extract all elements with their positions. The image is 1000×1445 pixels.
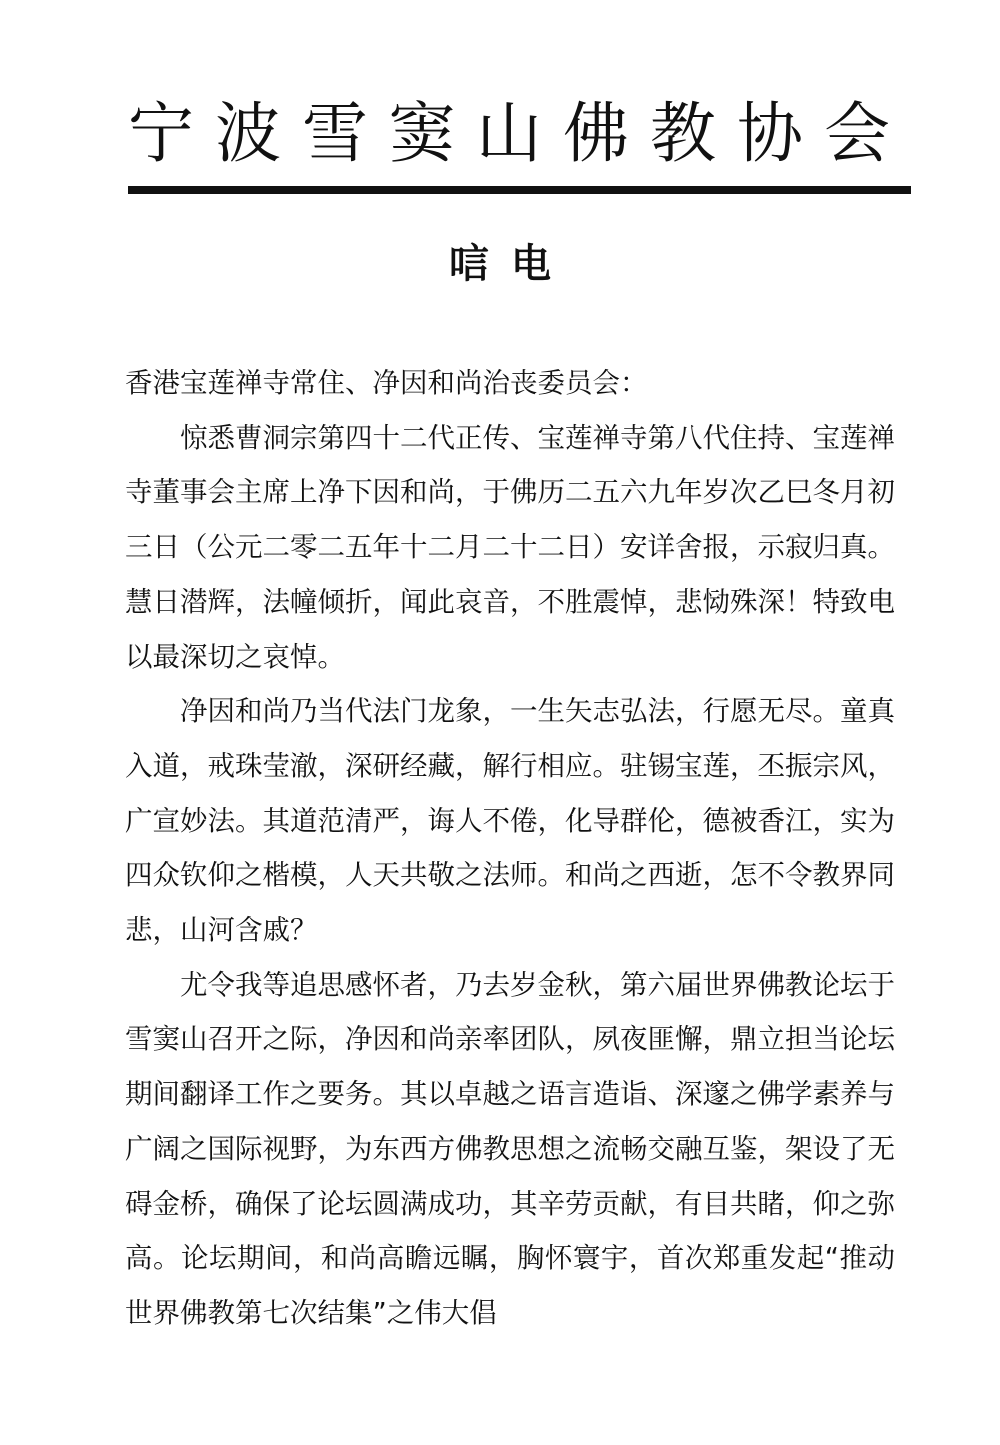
header-divider	[128, 186, 911, 194]
letter-body	[125, 356, 895, 1341]
salutation: 香港宝莲禅寺常住、净因和尚治丧委员会：	[125, 367, 648, 399]
paragraph: 尤令我等追思感怀者，乃去岁金秋，第六届世界佛教论坛于雪窦山召开之际，净因和尚亲率团队，夙夜匪懈，鼎立担当论坛期间翻译工作之要务。其以卓越之语言造诣、深邃之佛学素养与广阔之国际视野，为东西方佛教思想之流畅交融互鉴，架设了无碍金桥，确保了论坛圆满成功，其辛劳贡献，有目共睹，仰之弥高。论坛期间，和尚高瞻远瞩，胸怀寰宇，首次郑重发起“推动世界佛教第七次结集”之伟大倡	[125, 968, 895, 1329]
document-title: 唁电	[449, 241, 573, 287]
paragraph: 惊悉曹洞宗第四十二代正传、宝莲禅寺第八代住持、宝莲禅寺董事会主席上净下因和尚，于佛历二五六九年岁次乙巳冬月初三日（公元二零二五年十二月二十二日）安详舍报，示寂归真。慧日潜辉，法幢倾折，闻此哀音，不胜震悼，悲恸殊深！特致电以最深切之哀悼。	[125, 421, 895, 673]
paragraph: 净因和尚乃当代法门龙象，一生矢志弘法，行愿无尽。童真入道，戒珠莹澈，深研经藏，解行相应。驻锡宝莲，丕振宗风，广宣妙法。其道范清严，诲人不倦，化导群伦，德被香江，实为四众钦仰之楷模，人天共敬之法师。和尚之西逝，怎不令教界同悲，山河含戚？	[125, 695, 895, 947]
organization-title: 宁波雪窦山佛教协会	[128, 95, 911, 172]
